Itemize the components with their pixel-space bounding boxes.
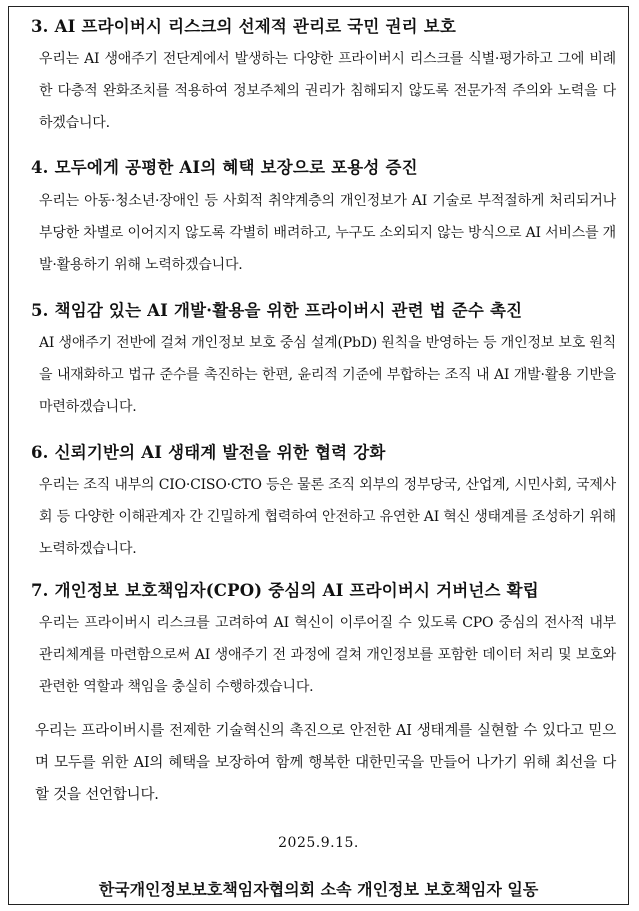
section-4-body: 우리는 아동·청소년·장애인 등 사회적 취약계층의 개인정보가 AI 기술로 부적절하게 처리되거나 부당한 차별로 이어지지 않도록 각별히 배려하고, 누구도 소외되지 않는 방식으로 AI 서비스를 개발·활용하기 위해 노력하겠습니다. <box>39 193 616 273</box>
declaration-page <box>8 6 629 905</box>
section-7-body: 우리는 프라이버시 리스크를 고려하여 AI 혁신이 이루어질 수 있도록 CPO 중심의 전사적 내부 관리체계를 마련함으로써 AI 생애주기 전 과정에 걸쳐 개인정보를 포함한 데이터 처리 및 보호와 관련한 역할과 책임을 충실히 수행하겠습니다. <box>39 615 616 695</box>
closing-statement: 우리는 프라이버시를 전제한 기술혁신의 촉진으로 안전한 AI 생태계를 실현할 수 있다고 믿으며 모두를 위한 AI의 혜택을 보장하여 함께 행복한 대한민국을 만들어 나가기 위해 최선을 다할 것을 선언합니다. <box>35 723 616 803</box>
section-6-title: 6. 신뢰기반의 AI 생태계 발전을 위한 협력 강화 <box>31 443 386 462</box>
signatory-line: 한국개인정보보호책임자협의회 소속 개인정보 보호책임자 일동 <box>98 880 539 899</box>
section-4-title: 4. 모두에게 공평한 AI의 혜택 보장으로 포용성 증진 <box>31 158 418 177</box>
section-6-body: 우리는 조직 내부의 CIO·CISO·CTO 등은 물론 조직 외부의 정부당국, 산업계, 시민사회, 국제사회 등 다양한 이해관계자 간 긴밀하게 협력하여 안전하고 유연한 AI 혁신 생태계를 조성하기 위해 노력하겠습니다. <box>39 477 616 557</box>
section-7-title: 7. 개인정보 보호책임자(CPO) 중심의 AI 프라이버시 거버넌스 확립 <box>31 581 539 600</box>
section-3-title: 3. AI 프라이버시 리스크의 선제적 관리로 국민 권리 보호 <box>31 17 457 36</box>
declaration-date: 2025.9.15. <box>278 835 359 851</box>
section-5-title: 5. 책임감 있는 AI 개발·활용을 위한 프라이버시 관련 법 준수 촉진 <box>31 301 523 320</box>
section-5-body: AI 생애주기 전반에 걸쳐 개인정보 보호 중심 설계(PbD) 원칙을 반영하는 등 개인정보 보호 원칙을 내재화하고 법규 준수를 촉진하는 한편, 윤리적 기준에 부합하는 조직 내 AI 개발·활용 기반을 마련하겠습니다. <box>39 335 616 415</box>
section-3-body: 우리는 AI 생애주기 전단계에서 발생하는 다양한 프라이버시 리스크를 식별·평가하고 그에 비례한 다층적 완화조치를 적용하여 정보주체의 권리가 침해되지 않도록 전문가적 주의와 노력을 다하겠습니다. <box>39 51 616 131</box>
